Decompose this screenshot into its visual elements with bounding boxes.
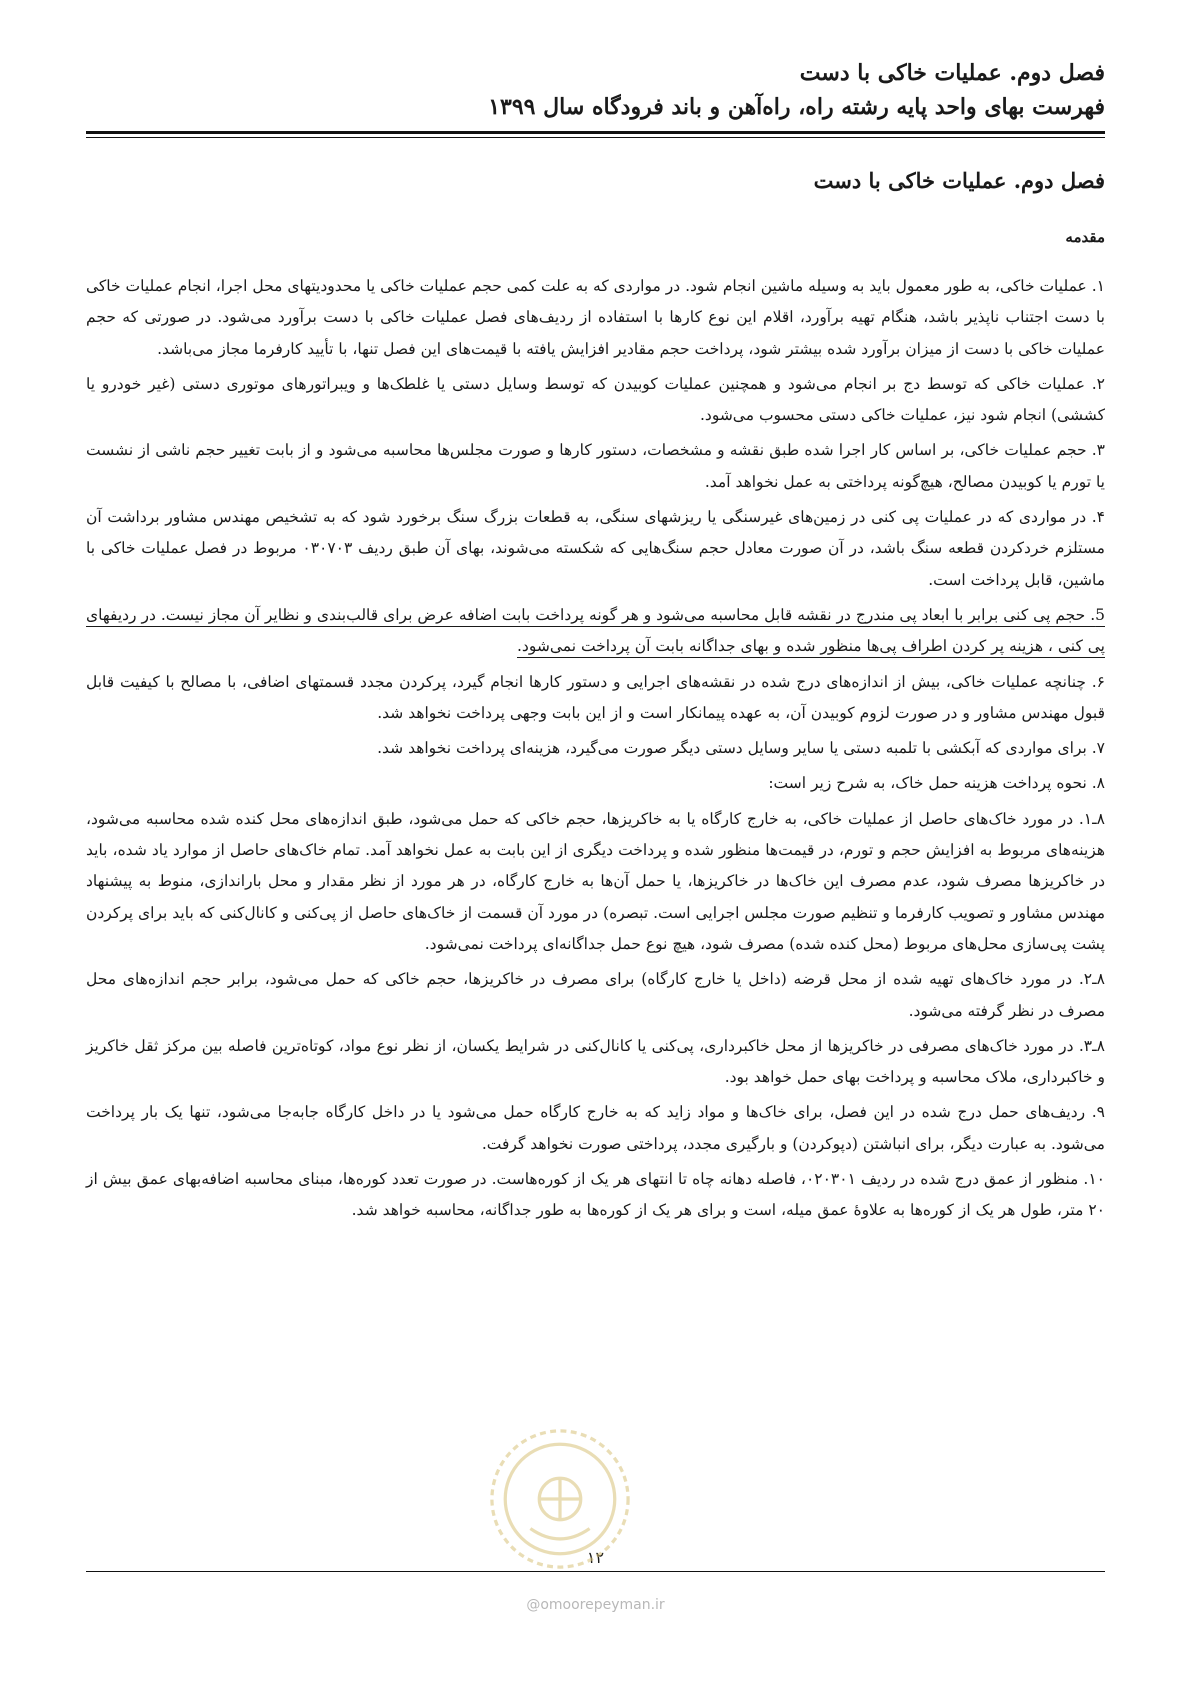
paragraph-8-2: ۸ـ۲. در مورد خاک‌های تهیه شده از محل قرضه (داخل یا خارج کارگاه) برای مصرف در خاکریزها، حجم خاکی که حمل می‌شود، برابر حجم اندازه‌های محل مصرف در نظر گرفته می‌شود. <box>86 970 1105 1020</box>
paragraph-1: ۱. عملیات خاکی، به طور معمول باید به وسیله ماشین انجام شود. در مواردی که به علت کمی حجم عملیات خاکی یا محدودیتهای محل اجرا، انجام عملیات خاکی با دست اجتناب ناپذیر باشد، هنگام تهیه برآورد، اقلام این نوع کارها با استفاده از ردیف‌های فصل عملیات خاکی با دست برآورد می‌شود. در صورتی که حجم عملیات خاکی با دست از میزان برآورد شده بیشتر شود، پرداخت حجم مقادیر افزایش یافته با قیمت‌های این فصل تنها، با تأیید کارفرما مجاز می‌باشد. <box>86 277 1105 358</box>
body-text <box>86 271 1105 1231</box>
paragraph-2: ۲. عملیات خاکی که توسط دج بر انجام می‌شود و همچنین عملیات کوبیدن که توسط وسایل دستی یا غلطک‌ها و ویبراتورهای موتوری دستی (غیر خودرو یا کششی) انجام شود نیز، عملیات خاکی دستی محسوب می‌شود. <box>86 374 1105 425</box>
header-rule-thin <box>86 137 1105 138</box>
paragraph-8-1: ۸ـ۱. در مورد خاک‌های حاصل از عملیات خاکی، به خارج کارگاه یا به خاکریزها، حجم خاکی که حمل می‌شود، طبق اندازه‌های محل کنده شده محاسبه می‌شود، هزینه‌های مربوط به افزایش حجم و تورم، در قیمت‌ها منظور شده و پرداخت دیگری از این بابت به عمل نخواهد آمد. تمام خاک‌های حاصل از موارد یاد شده، باید در خاکریزها مصرف شود، عدم مصرف این خاک‌ها در خاکریزها، یا حمل آن‌ها به خارج کارگاه، در هر مورد از نظر مقدار و محل باراندازی، منوط به پیشنهاد مهندس مشاور و تصویب کارفرما و تنظیم صورت مجلس اجرایی است. تبصره) در مورد آن قسمت از خاک‌های حاصل از پی‌کنی و کانال‌کنی که باید برای پرکردن پشت پی‌سازی محل‌های مربوط (محل کنده شده) مصرف شود، هیچ نوع حمل جداگانه‌ای پرداخت نمی‌شود. <box>86 809 1105 953</box>
paragraph-9: ۹. ردیف‌های حمل درج شده در این فصل، برای خاک‌ها و مواد زاید که به خارج کارگاه حمل می‌شود یا در داخل کارگاه جابه‌جا می‌شود، تنها یک بار پرداخت می‌شود. به عبارت دیگر، برای انباشتن (دپوکردن) و بارگیری مجدد، پرداختی صورت نخواهد گرفت. <box>86 1103 1105 1153</box>
seal-watermark-icon <box>486 1425 634 1573</box>
paragraph-3: ۳. حجم عملیات خاکی، بر اساس کار اجرا شده طبق نقشه و مشخصات، دستور کارها و صورت مجلس‌ها محاسبه می‌شود و از بابت تغییر حجم ناشی از نشست یا تورم یا کوبیدن مصالح، هیچ‌گونه پرداختی به عمل نخواهد آمد. <box>86 441 1105 491</box>
paragraph-8-3: ۸ـ۳. در مورد خاک‌های مصرفی در خاکریزها از محل خاکبرداری، پی‌کنی یا کانال‌کنی در شرایط یکسان، از نظر نوع مواد، کوتاه‌ترین فاصله بین مرکز ثقل خاکریز و خاکبرداری، ملاک محاسبه و پرداخت بهای حمل خواهد بود. <box>86 1036 1105 1087</box>
intro-heading: مقدمه <box>1065 228 1105 246</box>
watermark-site: @omoorepeyman.ir <box>526 1597 665 1613</box>
paragraph-8: ۸. نحوه پرداخت هزینه حمل خاک، به شرح زیر است: <box>768 774 1105 793</box>
paragraph-10: ۱۰. منظور از عمق درج شده در ردیف ۰۲۰۳۰۱، فاصله دهانه چاه تا انتهای هر یک از کوره‌هاست. در صورت تعدد کوره‌ها، مبنای محاسبه اضافه‌بهای عمق بیش از ۲۰ متر، طول هر یک از کوره‌ها به علاوهٔ عمق میله، است و برای هر یک از کوره‌ها به طور جداگانه، محاسبه خواهد شد. <box>86 1170 1105 1220</box>
running-header <box>86 56 1105 124</box>
header-rule-thick <box>86 131 1105 134</box>
header-chapter-title: فصل دوم. عملیات خاکی با دست <box>799 60 1105 86</box>
paragraph-6: ۶. چنانچه عملیات خاکی، بیش از اندازه‌های درج شده در نقشه‌های اجرایی و دستور کارها انجام گیرد، پرکردن مجدد قسمتهای اضافی، با مصالح با کیفیت قابل قبول مهندس مشاور و در صورت لزوم کوبیدن آن، به عهده پیمانکار است و از این بابت وجهی پرداخت نخواهد شد. <box>86 672 1105 722</box>
header-book-title: فهرست بهای واحد پایه رشته راه، راه‌آهن و باند فرودگاه سال ۱۳۹۹ <box>488 94 1105 120</box>
page-number: ۱۲ <box>586 1548 605 1567</box>
section-title: فصل دوم. عملیات خاکی با دست <box>813 168 1105 193</box>
paragraph-4: ۴. در مواردی که در عملیات پی کنی در زمین‌های غیرسنگی یا ریزشهای سنگی، به قطعات بزرگ سنگ برخورد شود که به تشخیص مهندس مشاور برداشت آن مستلزم خردکردن قطعه سنگ باشد، در آن صورت معادل حجم سنگ‌هایی که شکسته می‌شوند، بهای آن طبق ردیف ۰۳۰۷۰۳ مربوط در فصل عملیات خاکی با ماشین، قابل پرداخت است. <box>86 508 1105 589</box>
paragraph-5: 5. حجم پی کنی برابر با ابعاد پی مندرج در نقشه قابل محاسبه می‌شود و هر گونه پرداخت بابت اضافه عرض برای قالب‌بندی و نظایر آن مجاز نیست. در ردیفهای پی کنی ، هزینه پر کردن اطراف پی‌ها منظور شده و بهای جداگانه بابت آن پرداخت نمی‌شود. <box>86 605 1105 656</box>
paragraph-7: ۷. برای مواردی که آبکشی با تلمبه دستی یا سایر وسایل دستی دیگر صورت می‌گیرد، هزینه‌ای پرداخت نخواهد شد. <box>377 739 1105 758</box>
